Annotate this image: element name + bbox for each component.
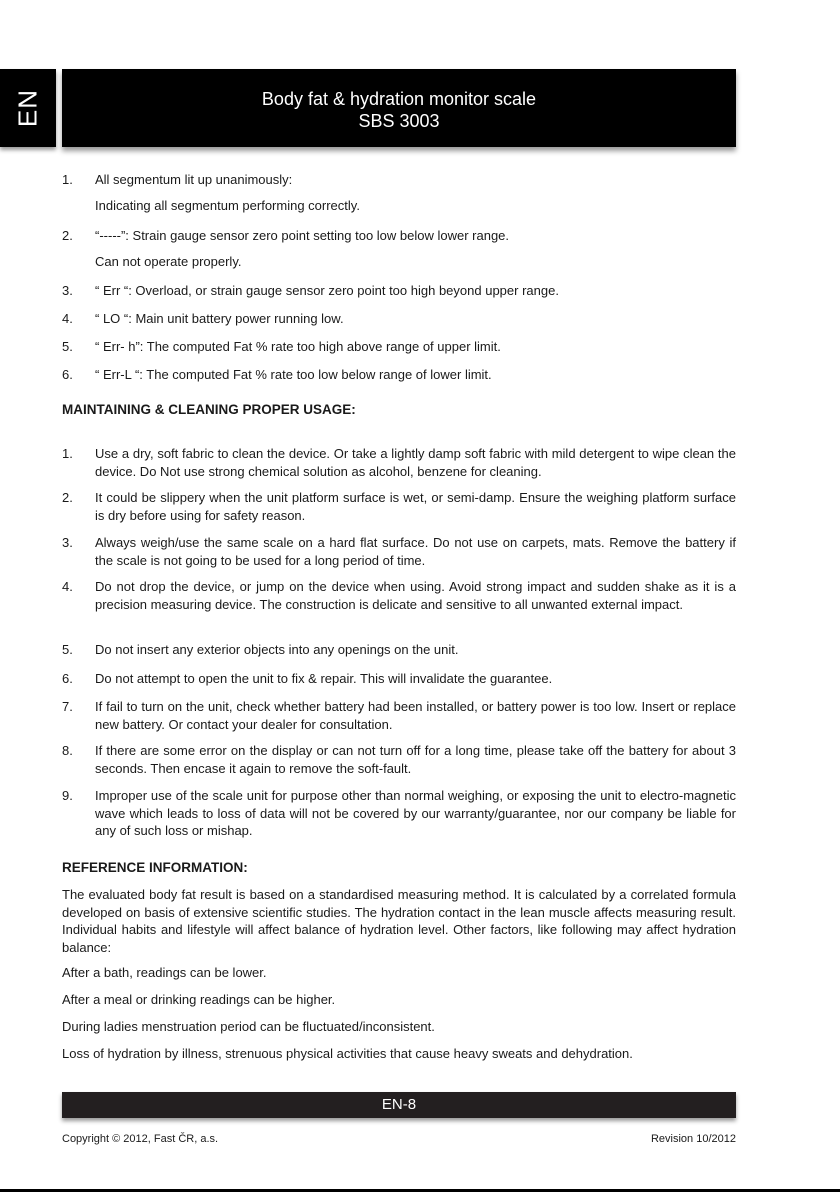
item-number: 5.	[62, 339, 73, 354]
model-number: SBS 3003	[358, 111, 440, 131]
list-item	[62, 670, 736, 688]
item-number: 6.	[62, 671, 73, 686]
list-item	[62, 282, 736, 300]
item-text: Use a dry, soft fabric to clean the device. Or take a lightly damp soft fabric with mild detergent to wipe clean the device. Do Not use strong chemical solution as alcohol, benzene for cleaning.	[95, 446, 736, 479]
section-heading: MAINTAINING & CLEANING PROPER USAGE:	[62, 402, 356, 417]
item-number: 3.	[62, 535, 73, 550]
item-text: Always weigh/use the same scale on a hard flat surface. Do not use on carpets, mats. Remove the battery if the scale is not going to be used for a long period of time.	[95, 535, 736, 568]
item-number: 8.	[62, 743, 73, 758]
item-number: 3.	[62, 283, 73, 298]
item-text: If fail to turn on the unit, check whether battery had been installed, or battery power is too low. Insert or replace new battery. Or contact your dealer for consultation.	[95, 699, 736, 732]
item-text: Do not insert any exterior objects into any openings on the unit.	[95, 642, 459, 657]
item-text: All segmentum lit up unanimously:	[95, 172, 293, 187]
list-item	[62, 578, 736, 613]
paragraph: During ladies menstruation period can be fluctuated/inconsistent.	[62, 1019, 435, 1034]
item-number: 2.	[62, 490, 73, 505]
item-number: 6.	[62, 367, 73, 382]
language-tab	[0, 69, 56, 147]
list-item	[62, 787, 736, 840]
item-number: 4.	[62, 579, 73, 594]
item-text: Do not attempt to open the unit to fix & repair. This will invalidate the guarantee.	[95, 671, 553, 686]
list-item	[62, 698, 736, 733]
paragraph: Loss of hydration by illness, strenuous physical activities that cause heavy sweats and dehydration.	[62, 1046, 633, 1061]
item-text: “-----”: Strain gauge sensor zero point setting too low below lower range.	[95, 228, 510, 243]
item-number: 2.	[62, 228, 73, 243]
list-item	[62, 366, 736, 384]
item-text: “ Err- h”: The computed Fat % rate too high above range of upper limit.	[95, 339, 501, 354]
item-text: If there are some error on the display or can not turn off for a long time, please take off the battery for about 3 seconds. Then encase it again to remove the soft-fault.	[95, 743, 736, 776]
paragraph: The evaluated body fat result is based on a standardised measuring method. It is calculated by a correlated formula developed on basis of extensive scientific studies. The hydration contact in the lean muscle affects measuring result. Individual habits and lifestyle will affect balance of hydration level. Other factors, like following may affect hydration balance:	[62, 887, 736, 955]
item-text: “ LO “: Main unit battery power running low.	[95, 311, 344, 326]
page-header	[62, 69, 736, 147]
list-item	[62, 171, 736, 189]
item-number: 1.	[62, 446, 73, 461]
paragraph: After a meal or drinking readings can be higher.	[62, 992, 336, 1007]
item-number: 7.	[62, 699, 73, 714]
page-number: EN-8	[381, 1096, 417, 1113]
list-item	[62, 227, 736, 245]
item-text: It could be slippery when the unit platform surface is wet, or semi-damp. Ensure the weighing platform surface is dry before using for safety reason.	[95, 490, 736, 523]
language-label: EN	[12, 88, 43, 128]
copyright: Copyright © 2012, Fast ČR, a.s.	[62, 1133, 219, 1145]
page-number-bar	[62, 1092, 736, 1118]
item-number: 1.	[62, 172, 73, 187]
item-text: “ Err “: Overload, or strain gauge sensor zero point too high beyond upper range.	[95, 283, 559, 298]
item-text: Improper use of the scale unit for purpose other than normal weighing, or exposing the unit to electro-magnetic wave which leads to loss of data will not be covered by our warranty/guarantee, nor our company be liable for any of such loss or mishap.	[95, 788, 736, 839]
item-subtext: Can not operate properly.	[95, 254, 242, 269]
item-text: “ Err-L “: The computed Fat % rate too low below range of lower limit.	[95, 367, 492, 382]
list-item	[62, 489, 736, 524]
list-item	[62, 338, 736, 356]
list-item	[62, 310, 736, 328]
list-item	[62, 742, 736, 777]
list-item	[62, 534, 736, 569]
section-heading: REFERENCE INFORMATION:	[62, 860, 248, 875]
paragraph: After a bath, readings can be lower.	[62, 965, 267, 980]
revision: Revision 10/2012	[650, 1133, 736, 1145]
list-item	[62, 641, 736, 659]
item-number: 5.	[62, 642, 73, 657]
item-text: Do not drop the device, or jump on the device when using. Avoid strong impact and sudden shake as it is a precision measuring device. The construction is delicate and sensitive to all unwanted external impact.	[95, 579, 736, 612]
item-number: 9.	[62, 788, 73, 803]
item-subtext: Indicating all segmentum performing correctly.	[95, 198, 360, 213]
list-item	[62, 445, 736, 480]
document-title: Body fat & hydration monitor scale	[261, 89, 537, 109]
item-number: 4.	[62, 311, 73, 326]
